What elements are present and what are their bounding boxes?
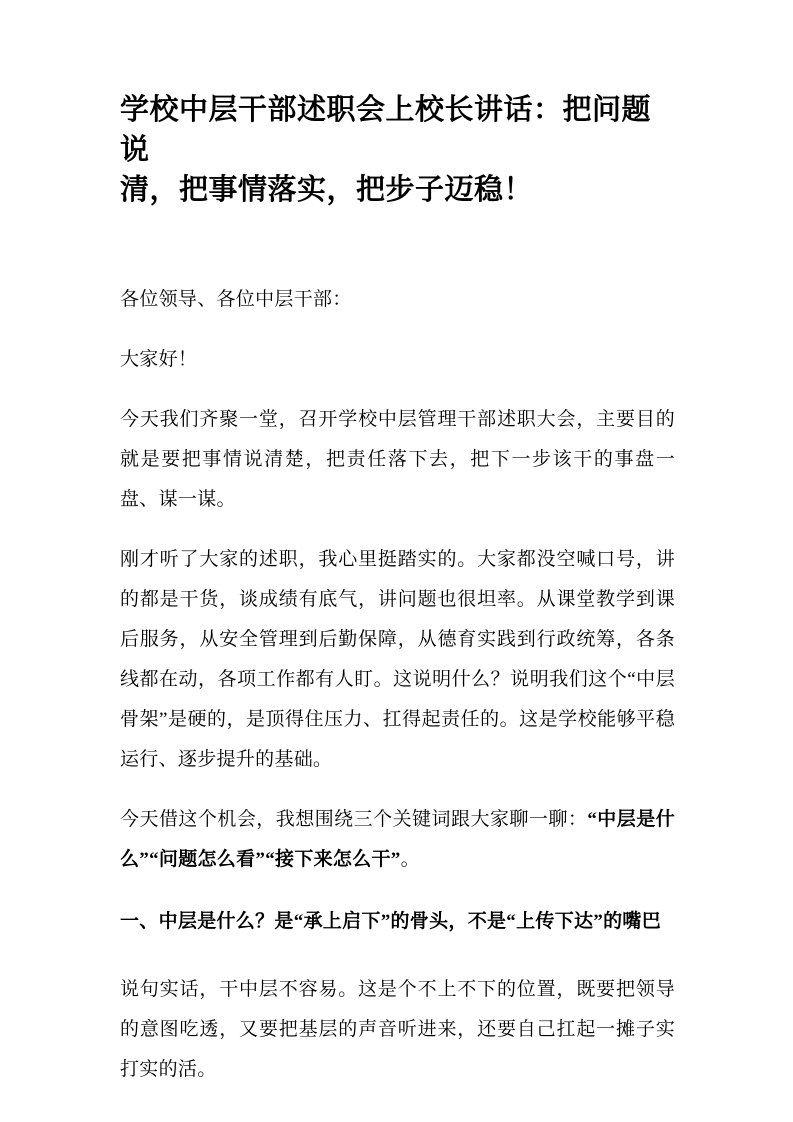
paragraph-keywords	[120, 800, 675, 880]
greeting-paragraph: 大家好！	[120, 349, 198, 370]
paragraph-section-1: 说句实话，干中层不容易。这是个不上不下的位置，既要把领导的意图吃透，又要把基层的声音听进来，还要自己扛起一摊子实打实的活。	[120, 979, 675, 1080]
paragraph-keywords-bold: “中层是什么”“问题怎么看”“接下来怎么干”	[120, 809, 675, 870]
paragraph-keywords-tail: 。	[400, 849, 420, 870]
salutation-paragraph: 各位领导、各位中层干部：	[120, 289, 352, 310]
paragraph-review: 刚才听了大家的述职，我心里挺踏实的。大家都没空喊口号，讲的都是干货，谈成绩有底气，讲问题也很坦率。从课堂教学到课后服务，从安全管理到后勤保障，从德育实践到行政统筹，各条线都在动，各项工作都有人盯。这说明什么？说明我们这个“中层骨架”是硬的，是顶得住压力、扛得起责任的。这是学校能够平稳运行、逐步提升的基础。	[120, 549, 675, 770]
paragraph-keywords-lead: 今天借这个机会，我想围绕三个关键词跟大家聊一聊：	[120, 809, 588, 830]
paragraph-opening: 今天我们齐聚一堂，召开学校中层管理干部述职大会，主要目的就是要把事情说清楚，把责任落下去，把下一步该干的事盘一盘、谋一谋。	[120, 409, 675, 510]
document-title	[120, 90, 675, 210]
document-title-line-2: 清，把事情落实，把步子迈稳！	[120, 174, 534, 206]
section-1-heading: 一、中层是什么？是“承上启下”的骨头，不是“上传下达”的嘴巴	[120, 911, 662, 932]
document-title-line-1: 学校中层干部述职会上校长讲话：把问题说	[120, 94, 652, 166]
